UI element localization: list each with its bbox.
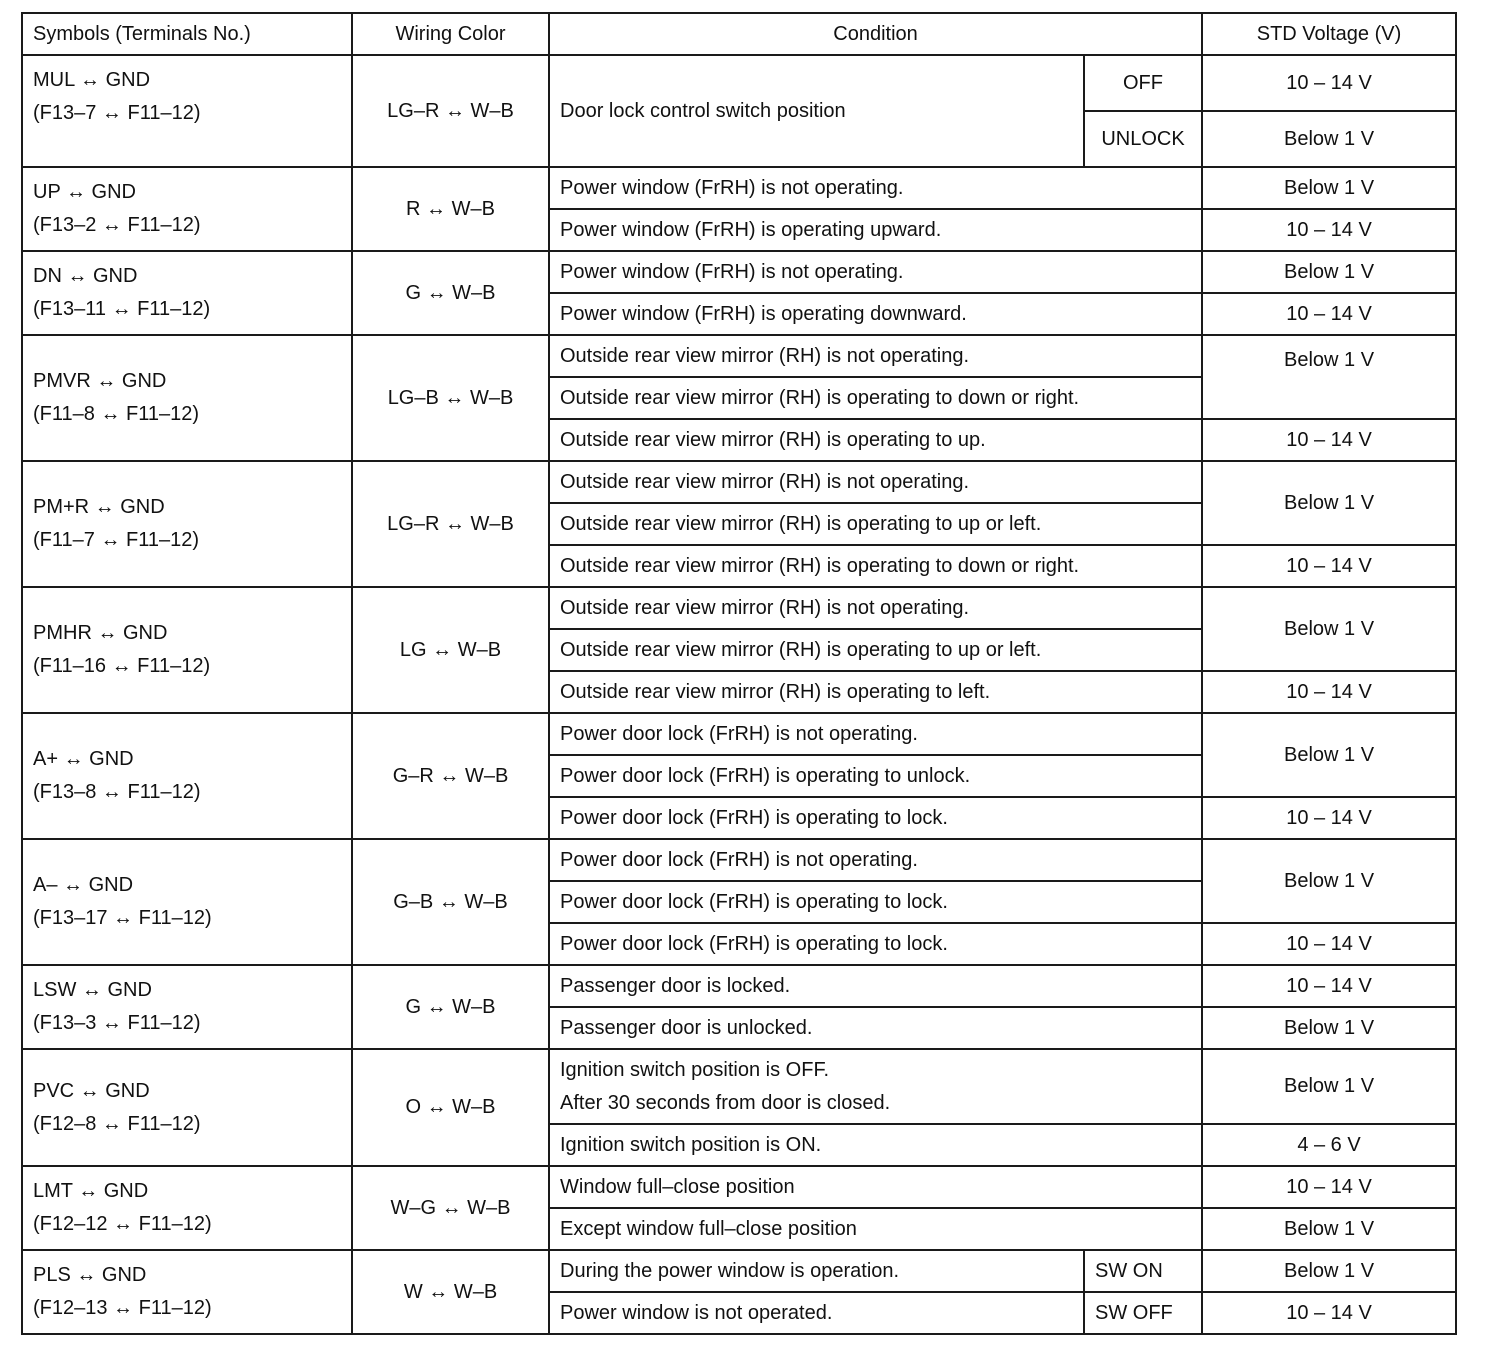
wiring-color-cell: G ↔ W–B xyxy=(352,965,549,1049)
table-row xyxy=(22,965,1456,1007)
voltage-cell: 10 – 14 V xyxy=(1202,1166,1456,1208)
symbol-cell xyxy=(22,1250,352,1334)
terminal-label: (F13–7 ↔ F11–12) xyxy=(33,102,201,124)
condition-cell: Power door lock (FrRH) is operating to lock. xyxy=(549,881,1202,923)
table-row xyxy=(22,713,1456,755)
symbol-label: PVC ↔ GND xyxy=(33,1079,150,1102)
condition-cell: Power window (FrRH) is not operating. xyxy=(549,167,1202,209)
voltage-cell: Below 1 V xyxy=(1202,1049,1456,1124)
symbol-cell xyxy=(22,1166,352,1250)
voltage-cell: Below 1 V xyxy=(1202,1208,1456,1250)
table-header-row xyxy=(22,13,1456,55)
symbol-label: PMHR ↔ GND xyxy=(33,622,168,644)
condition-cell: Door lock control switch position xyxy=(549,55,1084,167)
condition-cell: Power door lock (FrRH) is not operating. xyxy=(549,839,1202,881)
voltage-cell: Below 1 V xyxy=(1202,1250,1456,1292)
terminal-label: (F11–8 ↔ F11–12) xyxy=(33,403,200,425)
voltage-cell: 10 – 14 V xyxy=(1202,923,1456,965)
wiring-color-cell: G–B ↔ W–B xyxy=(352,839,549,965)
table-row xyxy=(22,1250,1456,1292)
terminal-label: (F12–12 ↔ F11–12) xyxy=(33,1213,212,1235)
switch-state-cell: OFF xyxy=(1084,55,1202,111)
symbol-label: LMT ↔ GND xyxy=(33,1180,149,1202)
wiring-color-cell: LG ↔ W–B xyxy=(352,587,549,713)
terminal-label: (F13–2 ↔ F11–12) xyxy=(33,214,201,236)
condition-cell: Power window (FrRH) is operating downward. xyxy=(549,293,1202,335)
condition-cell: Outside rear view mirror (RH) is not operating. xyxy=(549,461,1202,503)
header-wiring-color: Wiring Color xyxy=(352,13,549,55)
condition-cell: Outside rear view mirror (RH) is operating to up. xyxy=(549,419,1202,461)
condition-cell: Power window (FrRH) is not operating. xyxy=(549,251,1202,293)
condition-cell: Outside rear view mirror (RH) is not operating. xyxy=(549,335,1202,377)
terminal-label: (F11–16 ↔ F11–12) xyxy=(33,655,211,677)
terminal-label: (F13–17 ↔ F11–12) xyxy=(33,907,212,929)
wiring-color-cell: LG–R ↔ W–B xyxy=(352,55,549,167)
condition-cell: Outside rear view mirror (RH) is not operating. xyxy=(549,587,1202,629)
terminal-voltage-table xyxy=(21,12,1457,1335)
symbol-label: LSW ↔ GND xyxy=(33,979,152,1001)
symbol-cell xyxy=(22,1049,352,1166)
symbol-label: MUL ↔ GND xyxy=(33,69,151,91)
condition-cell: Ignition switch position is ON. xyxy=(549,1124,1202,1166)
symbol-cell xyxy=(22,55,352,167)
symbol-label: A+ ↔ GND xyxy=(33,748,134,770)
condition-cell: Passenger door is unlocked. xyxy=(549,1007,1202,1049)
condition-cell xyxy=(549,1049,1202,1124)
table-row xyxy=(22,839,1456,881)
voltage-cell: Below 1 V xyxy=(1202,839,1456,923)
voltage-cell: 10 – 14 V xyxy=(1202,965,1456,1007)
symbol-label: UP ↔ GND xyxy=(33,181,136,203)
condition-cell: Outside rear view mirror (RH) is operating to down or right. xyxy=(549,377,1202,419)
condition-line: Ignition switch position is OFF. xyxy=(560,1058,829,1081)
wiring-color-cell: W–G ↔ W–B xyxy=(352,1166,549,1250)
condition-cell: Power door lock (FrRH) is not operating. xyxy=(549,713,1202,755)
table-row xyxy=(22,1166,1456,1208)
table-row xyxy=(22,587,1456,629)
voltage-cell: Below 1 V xyxy=(1202,251,1456,293)
symbol-label: PM+R ↔ GND xyxy=(33,496,165,518)
table-row xyxy=(22,251,1456,293)
wiring-color-cell: G ↔ W–B xyxy=(352,251,549,335)
condition-cell: Power window is not operated. xyxy=(549,1292,1084,1334)
condition-cell: Power door lock (FrRH) is operating to unlock. xyxy=(549,755,1202,797)
table-row xyxy=(22,167,1456,209)
condition-cell: During the power window is operation. xyxy=(549,1250,1084,1292)
table-row xyxy=(22,461,1456,503)
voltage-cell: 10 – 14 V xyxy=(1202,55,1456,111)
voltage-cell: Below 1 V xyxy=(1202,1007,1456,1049)
symbol-cell xyxy=(22,251,352,335)
switch-state-cell: UNLOCK xyxy=(1084,111,1202,167)
voltage-cell: 10 – 14 V xyxy=(1202,209,1456,251)
symbol-cell xyxy=(22,839,352,965)
symbol-label: PMVR ↔ GND xyxy=(33,370,167,392)
symbol-cell xyxy=(22,167,352,251)
symbol-cell xyxy=(22,587,352,713)
condition-cell: Outside rear view mirror (RH) is operating to up or left. xyxy=(549,503,1202,545)
symbol-cell xyxy=(22,335,352,461)
table-row xyxy=(22,1049,1456,1124)
condition-line: After 30 seconds from door is closed. xyxy=(560,1091,891,1114)
wiring-color-cell: O ↔ W–B xyxy=(352,1049,549,1166)
terminal-label: (F13–3 ↔ F11–12) xyxy=(33,1012,201,1034)
voltage-cell: 10 – 14 V xyxy=(1202,797,1456,839)
header-std-voltage: STD Voltage (V) xyxy=(1202,13,1456,55)
voltage-cell: 10 – 14 V xyxy=(1202,1292,1456,1334)
terminal-label: (F13–8 ↔ F11–12) xyxy=(33,781,201,803)
header-symbols: Symbols (Terminals No.) xyxy=(22,13,352,55)
voltage-cell: 10 – 14 V xyxy=(1202,419,1456,461)
terminal-label: (F11–7 ↔ F11–12) xyxy=(33,529,200,551)
wiring-color-cell: LG–R ↔ W–B xyxy=(352,461,549,587)
voltage-cell: 10 – 14 V xyxy=(1202,293,1456,335)
table-row xyxy=(22,55,1456,111)
terminal-label: (F12–13 ↔ F11–12) xyxy=(33,1297,212,1319)
symbol-cell xyxy=(22,713,352,839)
wiring-color-cell: W ↔ W–B xyxy=(352,1250,549,1334)
voltage-cell: Below 1 V xyxy=(1202,167,1456,209)
voltage-cell: Below 1 V xyxy=(1202,461,1456,545)
terminal-label: (F12–8 ↔ F11–12) xyxy=(33,1112,201,1135)
voltage-cell: 10 – 14 V xyxy=(1202,671,1456,713)
condition-cell: Power window (FrRH) is operating upward. xyxy=(549,209,1202,251)
condition-cell: Except window full–close position xyxy=(549,1208,1202,1250)
switch-state-cell: SW ON xyxy=(1084,1250,1202,1292)
condition-cell: Outside rear view mirror (RH) is operating to left. xyxy=(549,671,1202,713)
terminal-label: (F13–11 ↔ F11–12) xyxy=(33,298,211,320)
symbol-label: DN ↔ GND xyxy=(33,265,138,287)
header-condition: Condition xyxy=(549,13,1202,55)
symbol-cell xyxy=(22,965,352,1049)
table-row xyxy=(22,335,1456,377)
symbol-cell xyxy=(22,461,352,587)
condition-cell: Power door lock (FrRH) is operating to lock. xyxy=(549,923,1202,965)
condition-cell: Outside rear view mirror (RH) is operating to down or right. xyxy=(549,545,1202,587)
wiring-color-cell: G–R ↔ W–B xyxy=(352,713,549,839)
condition-cell: Outside rear view mirror (RH) is operating to up or left. xyxy=(549,629,1202,671)
voltage-cell: 4 – 6 V xyxy=(1202,1124,1456,1166)
voltage-cell: Below 1 V xyxy=(1202,335,1456,419)
voltage-cell: Below 1 V xyxy=(1202,587,1456,671)
voltage-cell: 10 – 14 V xyxy=(1202,545,1456,587)
wiring-color-cell: R ↔ W–B xyxy=(352,167,549,251)
condition-cell: Passenger door is locked. xyxy=(549,965,1202,1007)
voltage-cell: Below 1 V xyxy=(1202,713,1456,797)
condition-cell: Power door lock (FrRH) is operating to lock. xyxy=(549,797,1202,839)
condition-cell: Window full–close position xyxy=(549,1166,1202,1208)
symbol-label: A– ↔ GND xyxy=(33,874,134,896)
symbol-label: PLS ↔ GND xyxy=(33,1264,147,1286)
wiring-color-cell: LG–B ↔ W–B xyxy=(352,335,549,461)
switch-state-cell: SW OFF xyxy=(1084,1292,1202,1334)
voltage-cell: Below 1 V xyxy=(1202,111,1456,167)
